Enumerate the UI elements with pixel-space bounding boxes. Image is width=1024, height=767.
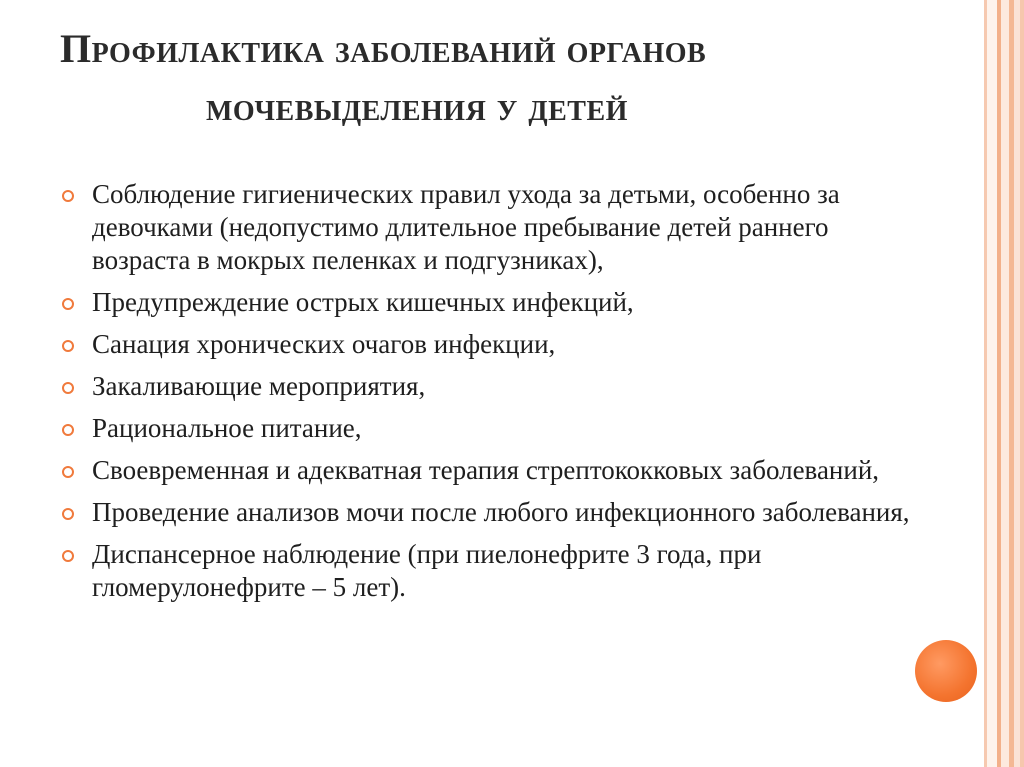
bullet-list bbox=[62, 178, 922, 613]
list-item-text: Диспансерное наблюдение (при пиелонефрите 3 года, при гломерулонефрите – 5 лет). bbox=[92, 539, 762, 602]
list-item bbox=[62, 454, 922, 487]
circle-bullet-icon bbox=[62, 382, 74, 394]
circle-bullet-icon bbox=[62, 190, 74, 202]
list-item bbox=[62, 328, 922, 361]
circle-bullet-icon bbox=[62, 466, 74, 478]
stripe bbox=[984, 0, 987, 767]
title-line-1: Профилактика заболеваний органов bbox=[60, 26, 707, 71]
list-item bbox=[62, 538, 922, 604]
stripe bbox=[1020, 0, 1024, 767]
circle-bullet-icon bbox=[62, 550, 74, 562]
stripe bbox=[1001, 0, 1009, 767]
list-item-text: Проведение анализов мочи после любого инфекционного заболевания, bbox=[92, 497, 910, 527]
list-item-text: Рациональное питание, bbox=[92, 413, 362, 443]
decorative-stripes bbox=[980, 0, 1024, 767]
list-item-text: Своевременная и адекватная терапия стрептококковых заболеваний, bbox=[92, 455, 880, 485]
list-item-text: Санация хронических очагов инфекции, bbox=[92, 329, 556, 359]
title-line-2: мочевыделения у детей bbox=[206, 84, 628, 129]
circle-bullet-icon bbox=[62, 424, 74, 436]
list-item-text: Закаливающие мероприятия, bbox=[92, 371, 426, 401]
list-item bbox=[62, 178, 922, 277]
list-item bbox=[62, 370, 922, 403]
list-item-text: Предупреждение острых кишечных инфекций, bbox=[92, 287, 634, 317]
stripe bbox=[997, 0, 1001, 767]
list-item bbox=[62, 496, 922, 529]
slide-title bbox=[60, 22, 940, 134]
stripe bbox=[1009, 0, 1014, 767]
stripe bbox=[1014, 0, 1020, 767]
circle-bullet-icon bbox=[62, 508, 74, 520]
circle-bullet-icon bbox=[62, 340, 74, 352]
list-item-text: Соблюдение гигиенических правил ухода за детьми, особенно за девочками (недопустимо длительное пребывание детей раннего возраста в мокрых пеленках и подгузниках), bbox=[92, 179, 840, 275]
list-item bbox=[62, 412, 922, 445]
orange-circle-icon bbox=[915, 640, 977, 702]
stripe bbox=[987, 0, 997, 767]
list-item bbox=[62, 286, 922, 319]
circle-bullet-icon bbox=[62, 298, 74, 310]
